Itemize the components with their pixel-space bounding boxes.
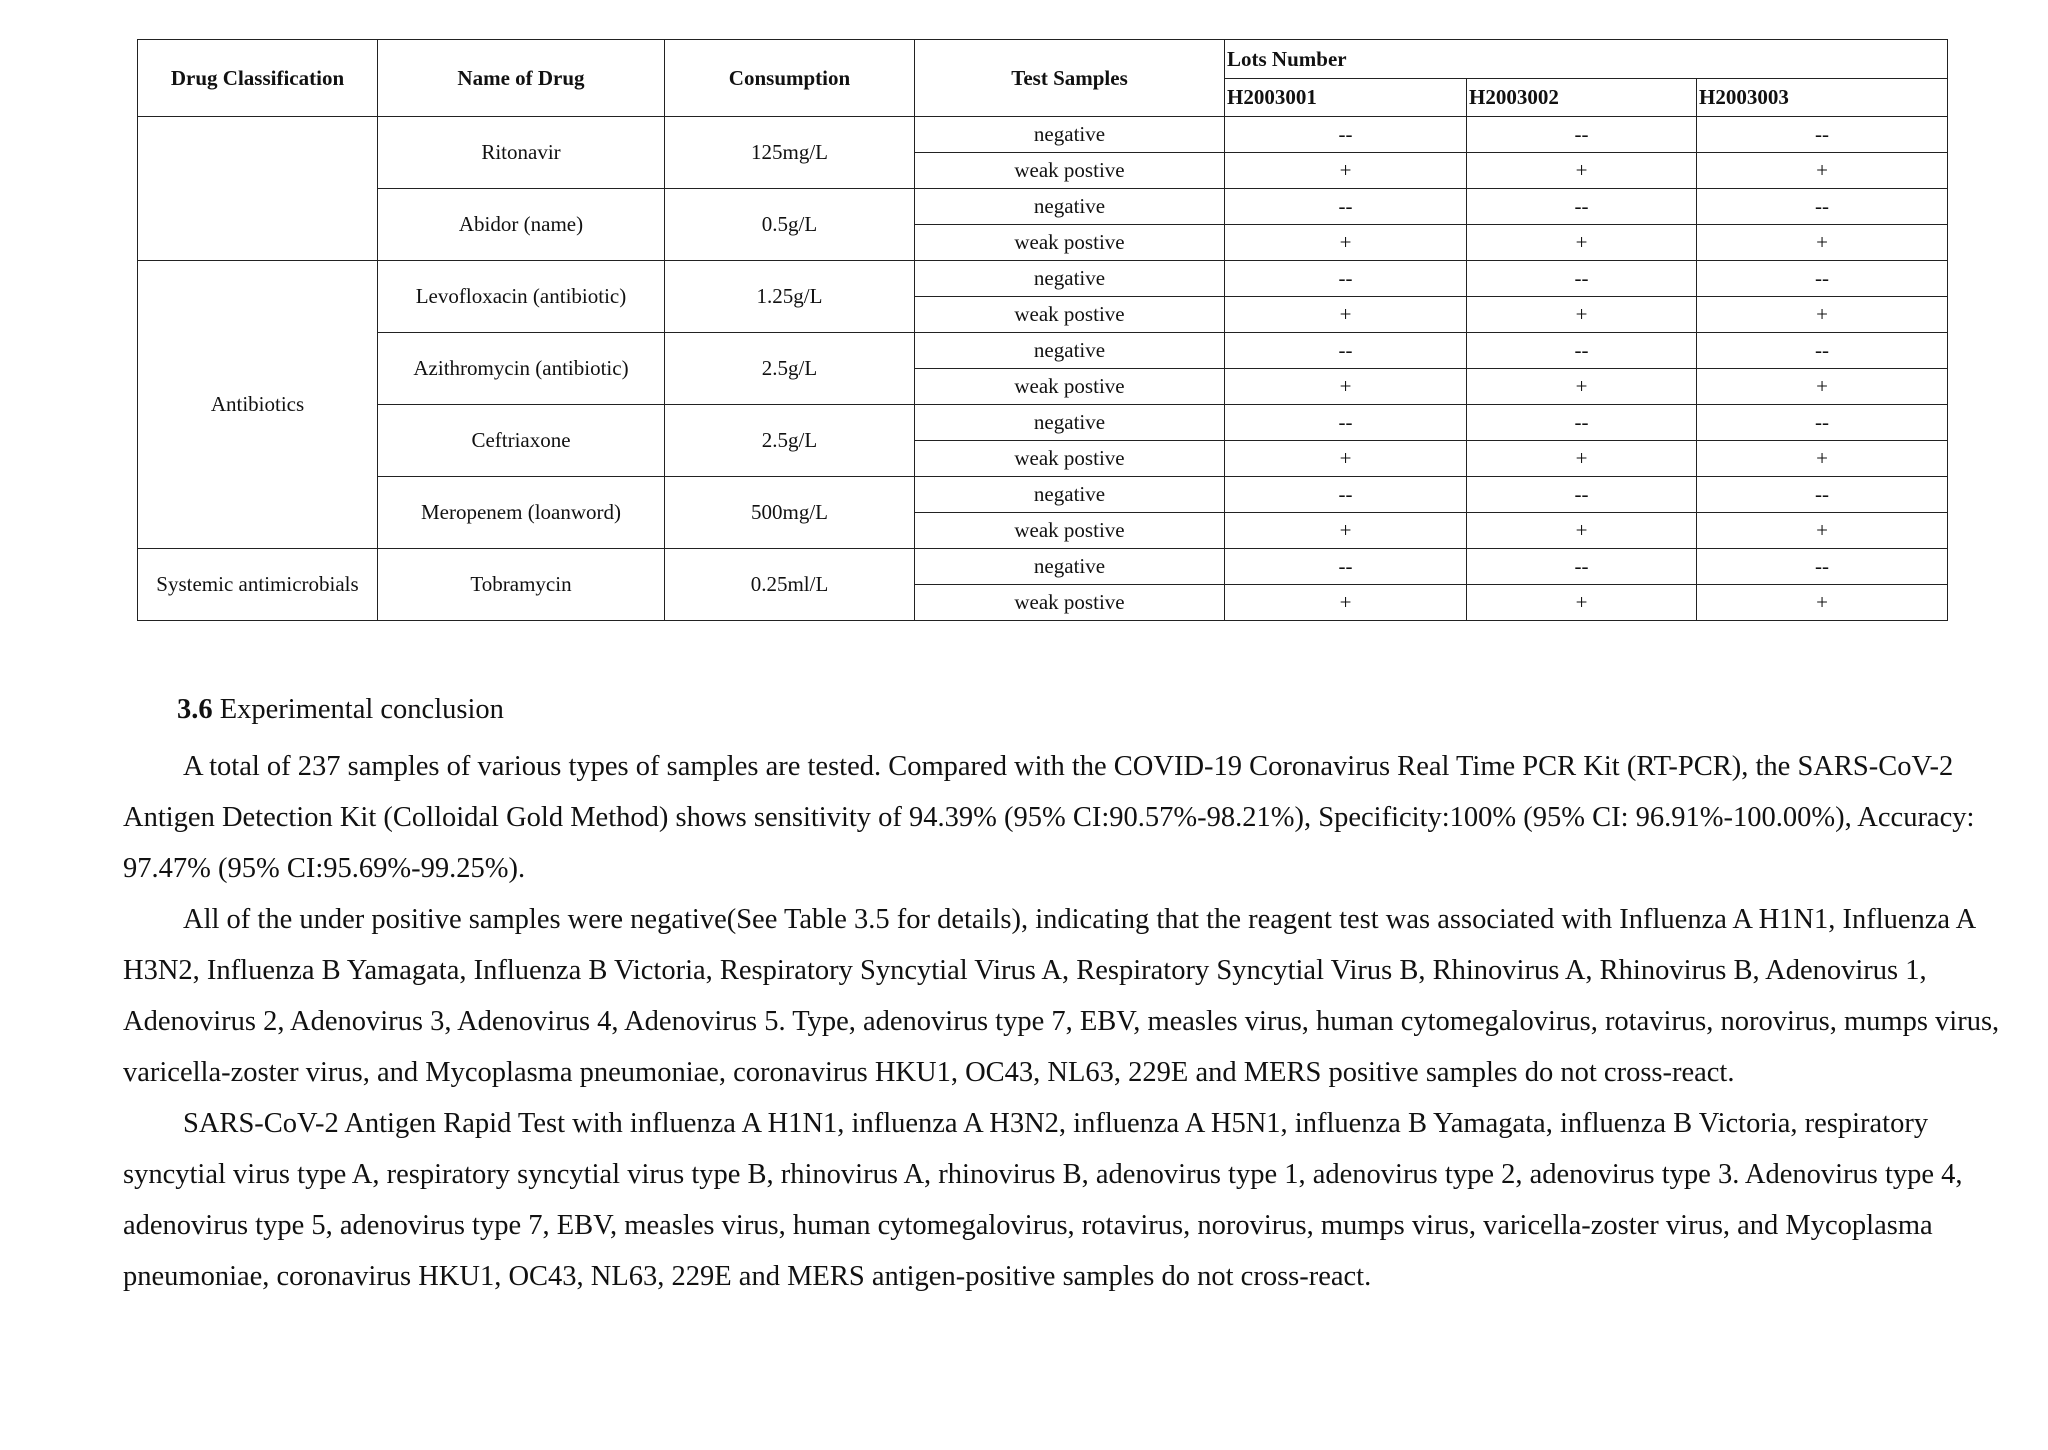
table-row xyxy=(138,333,1948,369)
table-row xyxy=(138,405,1948,441)
result-cell: + xyxy=(1225,225,1467,261)
section-heading xyxy=(123,684,2018,735)
table-row xyxy=(138,549,1948,585)
consumption-cell: 2.5g/L xyxy=(665,405,915,477)
table-row xyxy=(138,117,1948,153)
header-lot-2: H2003002 xyxy=(1467,79,1697,117)
drug-name-cell: Abidor (name) xyxy=(378,189,665,261)
result-cell: + xyxy=(1225,369,1467,405)
sample-cell: negative xyxy=(915,117,1225,153)
table-row xyxy=(138,261,1948,297)
result-cell: -- xyxy=(1225,405,1467,441)
result-cell: + xyxy=(1467,585,1697,621)
header-lot-3: H2003003 xyxy=(1697,79,1948,117)
result-cell: + xyxy=(1225,441,1467,477)
consumption-cell: 500mg/L xyxy=(665,477,915,549)
sample-cell: weak postive xyxy=(915,585,1225,621)
result-cell: + xyxy=(1467,441,1697,477)
consumption-cell: 0.25ml/L xyxy=(665,549,915,621)
result-cell: -- xyxy=(1225,189,1467,225)
result-cell: -- xyxy=(1467,261,1697,297)
paragraph-accuracy: A total of 237 samples of various types of samples are tested. Compared with the COVID-19 Coronavirus Real Time PCR Kit (RT-PCR), the SARS-CoV-2 Antigen Detection Kit (Colloidal Gold Method) shows sensitivity of 94.39% (95% CI:90.57%-98.21%), Specificity:100% (95% CI: 96.91%-100.00%), Accuracy: 97.47% (95% CI:95.69%-99.25%). xyxy=(123,751,1975,884)
sample-cell: weak postive xyxy=(915,441,1225,477)
section-title: Experimental conclusion xyxy=(219,694,504,725)
classification-cell: Systemic antimicrobials xyxy=(138,549,378,621)
result-cell: + xyxy=(1697,513,1948,549)
result-cell: + xyxy=(1225,153,1467,189)
result-cell: + xyxy=(1697,153,1948,189)
result-cell: -- xyxy=(1225,117,1467,153)
result-cell: -- xyxy=(1697,405,1948,441)
result-cell: + xyxy=(1467,513,1697,549)
header-consumption: Consumption xyxy=(665,40,915,117)
header-lot-1: H2003001 xyxy=(1225,79,1467,117)
drug-name-cell: Ritonavir xyxy=(378,117,665,189)
result-cell: + xyxy=(1697,369,1948,405)
consumption-cell: 0.5g/L xyxy=(665,189,915,261)
result-cell: -- xyxy=(1467,549,1697,585)
sample-cell: weak postive xyxy=(915,369,1225,405)
result-cell: -- xyxy=(1467,333,1697,369)
result-cell: + xyxy=(1697,225,1948,261)
result-cell: -- xyxy=(1697,117,1948,153)
header-lots-number: Lots Number xyxy=(1225,40,1948,79)
result-cell: + xyxy=(1697,441,1948,477)
result-cell: -- xyxy=(1697,477,1948,513)
drug-name-cell: Meropenem (loanword) xyxy=(378,477,665,549)
consumption-cell: 125mg/L xyxy=(665,117,915,189)
result-cell: -- xyxy=(1697,549,1948,585)
drug-name-cell: Tobramycin xyxy=(378,549,665,621)
paragraph-cross-reactivity-antigens: SARS-CoV-2 Antigen Rapid Test with influenza A H1N1, influenza A H3N2, influenza A H5N1, influenza B Yamagata, influenza B Victoria, respiratory syncytial virus type A, respiratory syncytial virus type B, rhinovirus A, rhinovirus B, adenovirus type 1, adenovirus type 2, adenovirus type 3. Adenovirus type 4, adenovirus type 5, adenovirus type 7, EBV, measles virus, human cytomegalovirus, rotavirus, norovirus, mumps virus, varicella-zoster virus, and Mycoplasma pneumoniae, coronavirus HKU1, OC43, NL63, 229E and MERS antigen-positive samples do not cross-react. xyxy=(123,1108,1963,1292)
result-cell: -- xyxy=(1225,261,1467,297)
drug-name-cell: Levofloxacin (antibiotic) xyxy=(378,261,665,333)
drug-name-cell: Azithromycin (antibiotic) xyxy=(378,333,665,405)
paragraph-cross-reactivity-samples: All of the under positive samples were negative(See Table 3.5 for details), indicating that the reagent test was associated with Influenza A H1N1, Influenza A H3N2, Influenza B Yamagata, Influenza B Victoria, Respiratory Syncytial Virus A, Respiratory Syncytial Virus B, Rhinovirus A, Rhinovirus B, Adenovirus 1, Adenovirus 2, Adenovirus 3, Adenovirus 4, Adenovirus 5. Type, adenovirus type 7, EBV, measles virus, human cytomegalovirus, rotavirus, norovirus, mumps virus, varicella-zoster virus, and Mycoplasma pneumoniae, coronavirus HKU1, OC43, NL63, 229E and MERS positive samples do not cross-react. xyxy=(123,904,2000,1088)
result-cell: -- xyxy=(1697,189,1948,225)
consumption-cell: 2.5g/L xyxy=(665,333,915,405)
sample-cell: weak postive xyxy=(915,225,1225,261)
result-cell: -- xyxy=(1697,261,1948,297)
table-row xyxy=(138,477,1948,513)
result-cell: -- xyxy=(1697,333,1948,369)
sample-cell: negative xyxy=(915,333,1225,369)
sample-cell: weak postive xyxy=(915,153,1225,189)
header-classification: Drug Classification xyxy=(138,40,378,117)
section-number: 3.6 xyxy=(177,694,213,725)
result-cell: + xyxy=(1697,585,1948,621)
result-cell: -- xyxy=(1225,333,1467,369)
result-cell: + xyxy=(1225,585,1467,621)
sample-cell: negative xyxy=(915,189,1225,225)
table-row xyxy=(138,189,1948,225)
result-cell: -- xyxy=(1225,549,1467,585)
result-cell: + xyxy=(1467,297,1697,333)
result-cell: + xyxy=(1225,513,1467,549)
classification-cell xyxy=(138,117,378,261)
conclusion-section xyxy=(123,684,2018,1302)
result-cell: + xyxy=(1467,369,1697,405)
result-cell: + xyxy=(1467,153,1697,189)
result-cell: -- xyxy=(1467,477,1697,513)
header-test-samples: Test Samples xyxy=(915,40,1225,117)
drug-interference-table xyxy=(137,39,1948,621)
sample-cell: negative xyxy=(915,261,1225,297)
result-cell: + xyxy=(1697,297,1948,333)
result-cell: -- xyxy=(1467,189,1697,225)
sample-cell: negative xyxy=(915,405,1225,441)
result-cell: + xyxy=(1467,225,1697,261)
sample-cell: negative xyxy=(915,477,1225,513)
drug-name-cell: Ceftriaxone xyxy=(378,405,665,477)
result-cell: -- xyxy=(1467,405,1697,441)
consumption-cell: 1.25g/L xyxy=(665,261,915,333)
sample-cell: weak postive xyxy=(915,297,1225,333)
sample-cell: weak postive xyxy=(915,513,1225,549)
sample-cell: negative xyxy=(915,549,1225,585)
result-cell: -- xyxy=(1467,117,1697,153)
classification-cell: Antibiotics xyxy=(138,261,378,549)
header-drug-name: Name of Drug xyxy=(378,40,665,117)
result-cell: + xyxy=(1225,297,1467,333)
result-cell: -- xyxy=(1225,477,1467,513)
